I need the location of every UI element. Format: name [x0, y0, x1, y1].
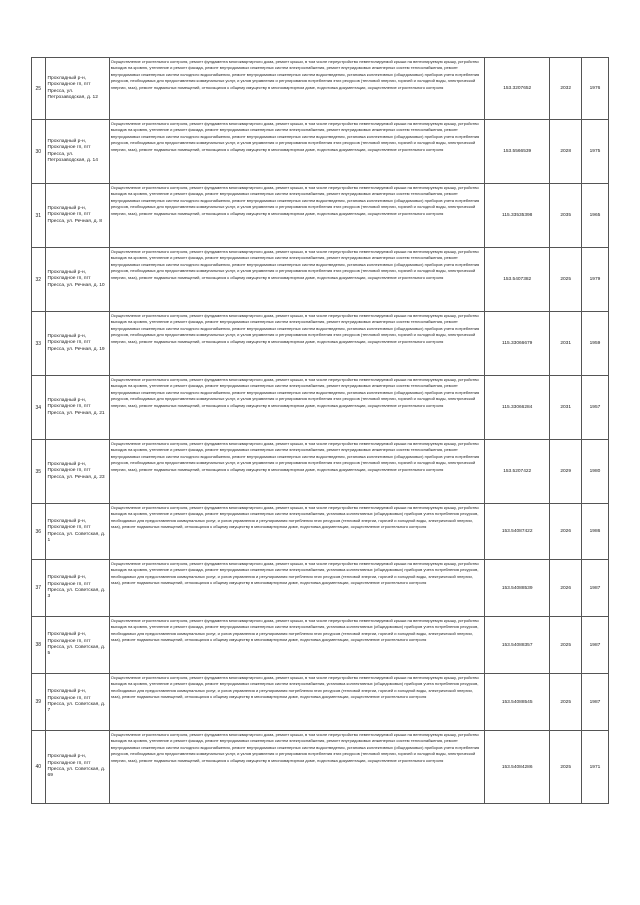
row-number: 35	[32, 440, 46, 504]
cost-value: 153.5207422	[485, 440, 550, 504]
build-year: 1975	[581, 120, 608, 184]
planned-year: 2028	[550, 120, 582, 184]
works-description: Осуществление строительного контроля, ремонт фундамента многоквартирного дома, ремонт крыши, в том числе переустройство невентилируемой крыши на вентилируемую крышу, устройство выходов на кровлю, утепление и ремонт фасада, ремонт внутридомовых инженерных систем электроснабжения, ремонт внутридомовых инженерных систем теплоснабжения, ремонт внутридомовых инженерных систем холодного водоснабжения, ремонт внутридомовых инженерных систем водоотведения, установка коллективных (общедомовых) приборов учета потребления ресурсов, необходимых для предоставления коммунальных услуг, и узлов управления и регулирования потребления этих ресурсов (тепловой энергии, горячей и холодной воды, электрической энергии, газа), ремонт подвальных помещений, относящихся к общему имуществу в многоквартирном доме, подготовка документации, осуществление строительного контроля	[109, 58, 484, 120]
build-year: 1959	[581, 312, 608, 376]
row-number: 37	[32, 560, 46, 617]
house-address: Прохладный р-н, Прохладное гп, пгт Пресса, ул. Советская, д. 7	[45, 674, 109, 731]
planned-year: 2032	[550, 58, 582, 120]
planned-year: 2031	[550, 312, 582, 376]
planned-year: 2025	[550, 248, 582, 312]
house-address: Прохладный р-н, Прохладное гп, пгт Пресса, ул. Речная, д. 21	[45, 376, 109, 440]
row-number: 36	[32, 504, 46, 560]
cost-value: 115.33535398	[485, 184, 550, 248]
cost-value: 153.54088545	[485, 674, 550, 731]
works-description: Осуществление строительного контроля, ремонт фундамента многоквартирного дома, ремонт крыши, в том числе переустройство невентилируемой крыши на вентилируемую крышу, устройство выходов на кровлю, утепление и ремонт фасада, ремонт внутридомовых инженерных систем электроснабжения, ремонт внутридомовых инженерных систем теплоснабжения, ремонт внутридомовых инженерных систем холодного водоснабжения, ремонт внутридомовых инженерных систем водоотведения, установка коллективных (общедомовых) приборов учета потребления ресурсов, необходимых для предоставления коммунальных услуг, и узлов управления и регулирования потребления этих ресурсов (тепловой энергии, горячей и холодной воды, электрической энергии, газа), ремонт подвальных помещений, относящихся к общему имуществу в многоквартирном доме, подготовка документации, осуществление строительного контроля	[109, 440, 484, 504]
table-row	[32, 560, 609, 617]
table-row	[32, 58, 609, 120]
cost-value: 153.54088539	[485, 560, 550, 617]
house-address: Прохладный р-н, Прохладное гп, пгт Пресса, ул. Петрозаводская, д. 12	[45, 58, 109, 120]
works-description: Осуществление строительного контроля, ремонт фундамента многоквартирного дома, ремонт крыши, в том числе переустройство невентилируемой крыши на вентилируемую крышу, устройство выходов на кровлю, утепление и ремонт фасада, ремонт внутридомовых инженерных систем электроснабжения, ремонт внутридомовых инженерных систем теплоснабжения, ремонт внутридомовых инженерных систем холодного водоснабжения, ремонт внутридомовых инженерных систем водоотведения, установка коллективных (общедомовых) приборов учета потребления ресурсов, необходимых для предоставления коммунальных услуг, и узлов управления и регулирования потребления этих ресурсов (тепловой энергии, горячей и холодной воды, электрической энергии, газа), ремонт подвальных помещений, относящихся к общему имуществу в многоквартирном доме, подготовка документации, осуществление строительного контроля	[109, 731, 484, 804]
works-description: Осуществление строительного контроля, ремонт фундамента многоквартирного дома, ремонт крыши, в том числе переустройство невентилируемой крыши на вентилируемую крышу, устройство выходов на кровлю, утепление и ремонт фасада, ремонт внутридомовых инженерных систем электроснабжения, ремонт внутридомовых инженерных систем теплоснабжения, ремонт внутридомовых инженерных систем холодного водоснабжения, ремонт внутридомовых инженерных систем водоотведения, установка коллективных (общедомовых) приборов учета потребления ресурсов, необходимых для предоставления коммунальных услуг, и узлов управления и регулирования потребления этих ресурсов (тепловой энергии, горячей и холодной воды, электрической энергии, газа), ремонт подвальных помещений, относящихся к общему имуществу в многоквартирном доме, подготовка документации, осуществление строительного контроля	[109, 184, 484, 248]
cost-value: 115.33066284	[485, 376, 550, 440]
build-year: 1965	[581, 184, 608, 248]
cost-value: 153.5566539	[485, 120, 550, 184]
row-number: 25	[32, 58, 46, 120]
table-row	[32, 376, 609, 440]
row-number: 32	[32, 248, 46, 312]
table-row	[32, 184, 609, 248]
planned-year: 2025	[550, 731, 582, 804]
table-row	[32, 731, 609, 804]
works-description: Осуществление строительного контроля, ремонт фундамента многоквартирного дома, ремонт крыши, в том числе переустройство невентилируемой крыши на вентилируемую крышу, устройство выходов на кровлю, утепление и ремонт фасада, ремонт внутридомовых инженерных систем электроснабжения, ремонт внутридомовых инженерных систем теплоснабжения, ремонт внутридомовых инженерных систем холодного водоснабжения, ремонт внутридомовых инженерных систем водоотведения, установка коллективных (общедомовых) приборов учета потребления ресурсов, необходимых для предоставления коммунальных услуг, и узлов управления и регулирования потребления этих ресурсов (тепловой энергии, горячей и холодной воды, электрической энергии, газа), ремонт подвальных помещений, относящихся к общему имуществу в многоквартирном доме, подготовка документации, осуществление строительного контроля	[109, 120, 484, 184]
works-description: Осуществление строительного контроля, ремонт фундамента многоквартирного дома, ремонт крыши, в том числе переустройство невентилируемой крыши на вентилируемую крышу, устройство выходов на кровлю, утепление и ремонт фасада, ремонт внутридомовых инженерных систем электроснабжения, установка коллективных (общедомовых) приборов учета потребления ресурсов, необходимых для предоставления коммунальных услуг, и узлов управления и регулирования потребления этих ресурсов (тепловой энергии, горячей и холодной воды, электрической энергии, газа), ремонт подвальных помещений, относящихся к общему имуществу в многоквартирном доме, подготовка документации, осуществление строительного контроля	[109, 560, 484, 617]
table-row	[32, 248, 609, 312]
build-year: 1957	[581, 376, 608, 440]
cost-value: 153.5407382	[485, 248, 550, 312]
table-body	[32, 58, 609, 804]
row-number: 34	[32, 376, 46, 440]
works-description: Осуществление строительного контроля, ремонт фундамента многоквартирного дома, ремонт крыши, в том числе переустройство невентилируемой крыши на вентилируемую крышу, устройство выходов на кровлю, утепление и ремонт фасада, ремонт внутридомовых инженерных систем электроснабжения, ремонт внутридомовых инженерных систем теплоснабжения, ремонт внутридомовых инженерных систем холодного водоснабжения, ремонт внутридомовых инженерных систем водоотведения, установка коллективных (общедомовых) приборов учета потребления ресурсов, необходимых для предоставления коммунальных услуг, и узлов управления и регулирования потребления этих ресурсов (тепловой энергии, горячей и холодной воды, электрической энергии, газа), ремонт подвальных помещений, относящихся к общему имуществу в многоквартирном доме, подготовка документации, осуществление строительного контроля	[109, 312, 484, 376]
works-description: Осуществление строительного контроля, ремонт фундамента многоквартирного дома, ремонт крыши, в том числе переустройство невентилируемой крыши на вентилируемую крышу, устройство выходов на кровлю, утепление и ремонт фасада, ремонт внутридомовых инженерных систем электроснабжения, установка коллективных (общедомовых) приборов учета потребления ресурсов, необходимых для предоставления коммунальных услуг, и узлов управления и регулирования потребления этих ресурсов (тепловой энергии, горячей и холодной воды, электрической энергии, газа), ремонт подвальных помещений, относящихся к общему имуществу в многоквартирном доме, подготовка документации, осуществление строительного контроля	[109, 504, 484, 560]
build-year: 1979	[581, 248, 608, 312]
cost-value: 115.33066679	[485, 312, 550, 376]
build-year: 1986	[581, 504, 608, 560]
planned-year: 2035	[550, 184, 582, 248]
planned-year: 2025	[550, 617, 582, 674]
build-year: 1987	[581, 617, 608, 674]
table-row	[32, 617, 609, 674]
row-number: 33	[32, 312, 46, 376]
planned-year: 2031	[550, 376, 582, 440]
row-number: 40	[32, 731, 46, 804]
row-number: 30	[32, 120, 46, 184]
table-row	[32, 504, 609, 560]
house-address: Прохладный р-н, Прохладное гп, пгт Пресса, ул. Советская, д. 69	[45, 731, 109, 804]
house-address: Прохладный р-н, Прохладное гп, пгт Пресса, ул. Речная, д. 19	[45, 312, 109, 376]
table-row	[32, 674, 609, 731]
works-description: Осуществление строительного контроля, ремонт фундамента многоквартирного дома, ремонт крыши, в том числе переустройство невентилируемой крыши на вентилируемую крышу, устройство выходов на кровлю, утепление и ремонт фасада, ремонт внутридомовых инженерных систем электроснабжения, ремонт внутридомовых инженерных систем теплоснабжения, ремонт внутридомовых инженерных систем холодного водоснабжения, ремонт внутридомовых инженерных систем водоотведения, установка коллективных (общедомовых) приборов учета потребления ресурсов, необходимых для предоставления коммунальных услуг, и узлов управления и регулирования потребления этих ресурсов (тепловой энергии, горячей и холодной воды, электрической энергии, газа), ремонт подвальных помещений, относящихся к общему имуществу в многоквартирном доме, подготовка документации, осуществление строительного контроля	[109, 248, 484, 312]
house-address: Прохладный р-н, Прохладное гп, пгт Пресса, ул. Советская, д. 3	[45, 560, 109, 617]
row-number: 38	[32, 617, 46, 674]
cost-value: 153.54084286	[485, 731, 550, 804]
house-address: Прохладный р-н, Прохладное гп, пгт Пресса, ул. Советская, д. 5	[45, 617, 109, 674]
planned-year: 2025	[550, 674, 582, 731]
table-row	[32, 440, 609, 504]
build-year: 1971	[581, 731, 608, 804]
planned-year: 2029	[550, 440, 582, 504]
works-description: Осуществление строительного контроля, ремонт фундамента многоквартирного дома, ремонт крыши, в том числе переустройство невентилируемой крыши на вентилируемую крышу, устройство выходов на кровлю, утепление и ремонт фасада, ремонт внутридомовых инженерных систем электроснабжения, установка коллективных (общедомовых) приборов учета потребления ресурсов, необходимых для предоставления коммунальных услуг, и узлов управления и регулирования потребления этих ресурсов (тепловой энергии, горячей и холодной воды, электрической энергии, газа), ремонт подвальных помещений, относящихся к общему имуществу в многоквартирном доме, подготовка документации, осуществление строительного контроля	[109, 617, 484, 674]
repair-works-table	[31, 57, 609, 804]
cost-value: 153.54088357	[485, 617, 550, 674]
cost-value: 153.54087422	[485, 504, 550, 560]
table-row	[32, 120, 609, 184]
cost-value: 153.3207652	[485, 58, 550, 120]
planned-year: 2026	[550, 504, 582, 560]
row-number: 39	[32, 674, 46, 731]
table-row	[32, 312, 609, 376]
house-address: Прохладный р-н, Прохладное гп, пгт Пресса, ул. Советская, д. 1	[45, 504, 109, 560]
planned-year: 2026	[550, 560, 582, 617]
house-address: Прохладный р-н, Прохладное гп, пгт Пресса, ул. Петрозаводская, д. 14	[45, 120, 109, 184]
house-address: Прохладный р-н, Прохладное гп, пгт Пресса, ул. Речная, д. 23	[45, 440, 109, 504]
house-address: Прохладный р-н, Прохладное гп, пгт Пресса, ул. Речная, д. 8	[45, 184, 109, 248]
build-year: 1976	[581, 58, 608, 120]
build-year: 1980	[581, 440, 608, 504]
works-description: Осуществление строительного контроля, ремонт фундамента многоквартирного дома, ремонт крыши, в том числе переустройство невентилируемой крыши на вентилируемую крышу, устройство выходов на кровлю, утепление и ремонт фасада, ремонт внутридомовых инженерных систем электроснабжения, ремонт внутридомовых инженерных систем теплоснабжения, ремонт внутридомовых инженерных систем холодного водоснабжения, ремонт внутридомовых инженерных систем водоотведения, установка коллективных (общедомовых) приборов учета потребления ресурсов, необходимых для предоставления коммунальных услуг, и узлов управления и регулирования потребления этих ресурсов (тепловой энергии, горячей и холодной воды, электрической энергии, газа), ремонт подвальных помещений, относящихся к общему имуществу в многоквартирном доме, подготовка документации, осуществление строительного контроля	[109, 376, 484, 440]
works-description: Осуществление строительного контроля, ремонт фундамента многоквартирного дома, ремонт крыши, в том числе переустройство невентилируемой крыши на вентилируемую крышу, устройство выходов на кровлю, утепление и ремонт фасада, ремонт внутридомовых инженерных систем электроснабжения, установка коллективных (общедомовых) приборов учета потребления ресурсов, необходимых для предоставления коммунальных услуг, и узлов управления и регулирования потребления этих ресурсов (тепловой энергии, горячей и холодной воды, электрической энергии, газа), ремонт подвальных помещений, относящихся к общему имуществу в многоквартирном доме, подготовка документации, осуществление строительного контроля	[109, 674, 484, 731]
build-year: 1987	[581, 560, 608, 617]
house-address: Прохладный р-н, Прохладное гп, пгт Пресса, ул. Речная, д. 10	[45, 248, 109, 312]
build-year: 1987	[581, 674, 608, 731]
row-number: 31	[32, 184, 46, 248]
